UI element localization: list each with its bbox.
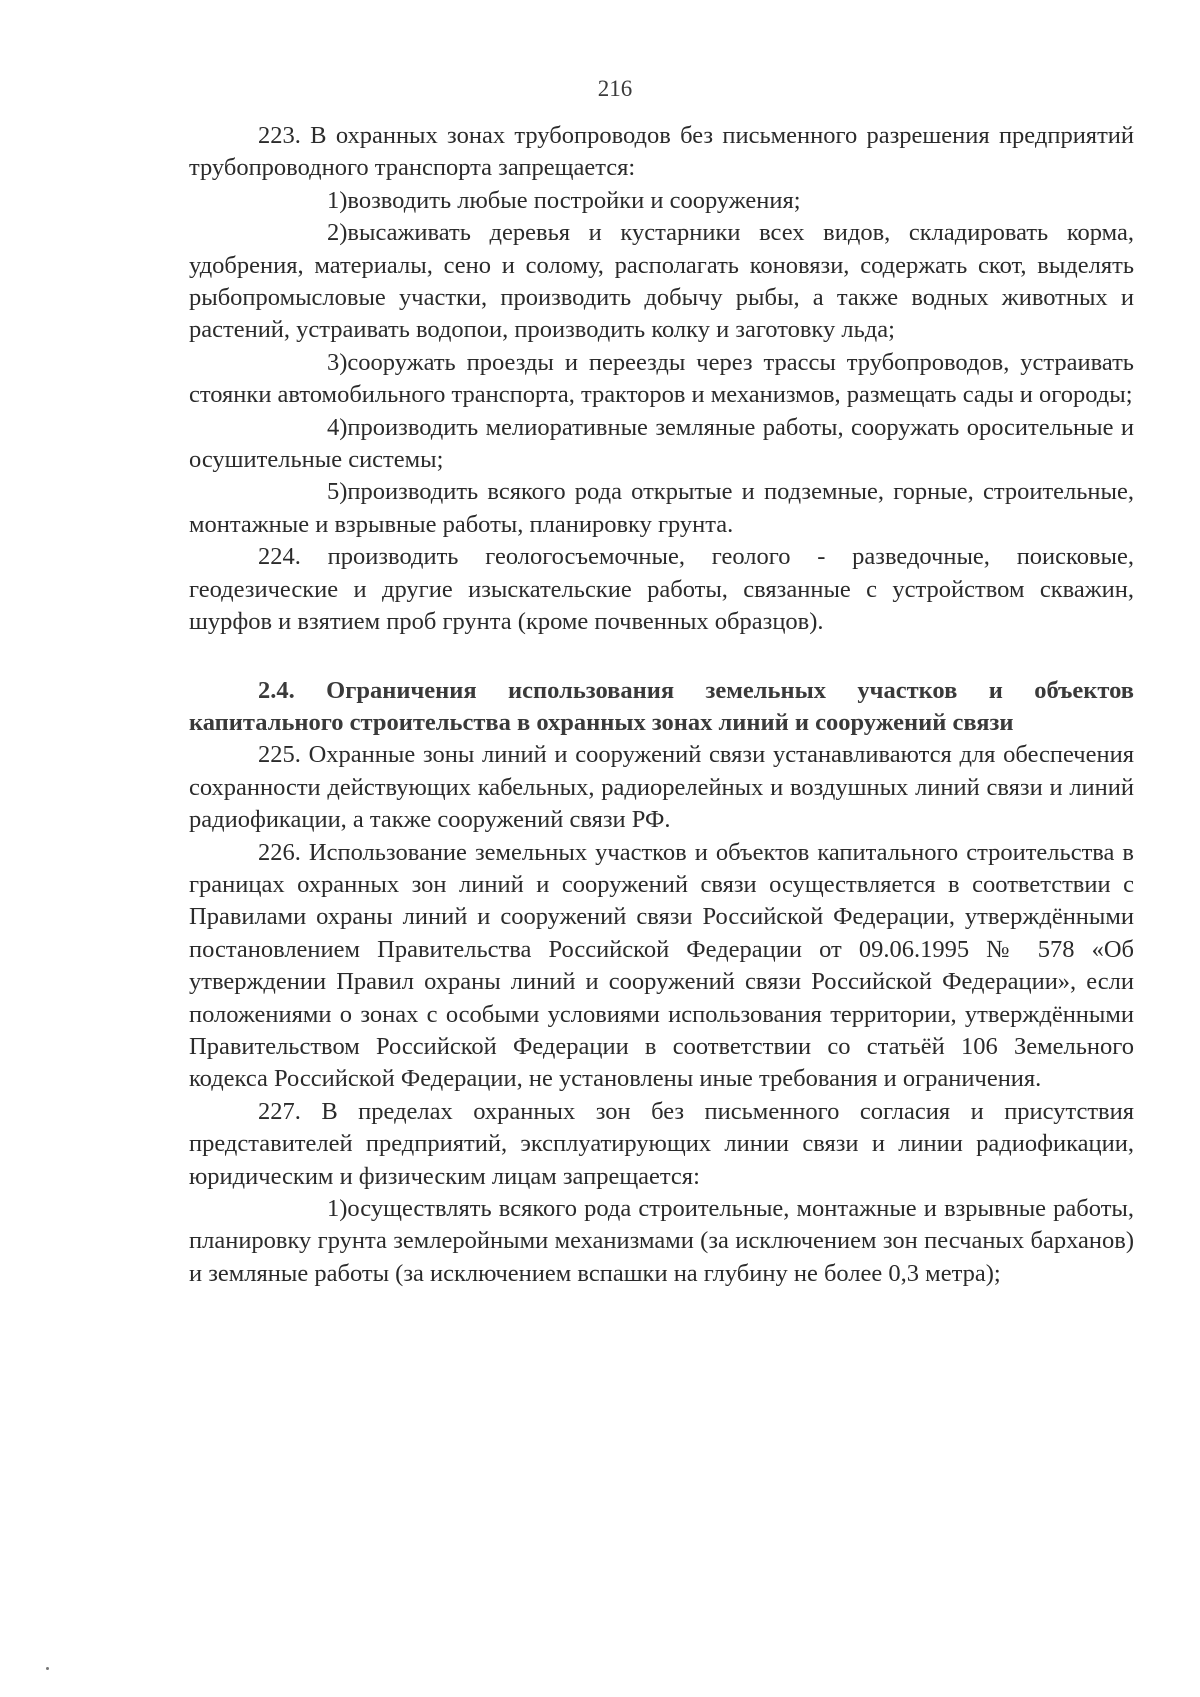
list-item-text: высаживать деревья и кустарники всех видов, складировать корма, удобрения, материалы, сено и солому, располагать коновязи, содержать скот, выделять рыбопромысловые участки, производить добычу рыбы, а также водных животных и растений, устраивать водопои, производить колку и заготовку льда;	[189, 219, 1134, 344]
list-item-number: 4)	[327, 413, 348, 441]
list-item-text: производить мелиоративные земляные работы, сооружать оросительные и осушительные системы;	[189, 413, 1134, 474]
list-item	[189, 347, 1134, 412]
list-item-text: производить всякого рода открытые и подземные, горные, строительные, монтажные и взрывные работы, планировку грунта.	[189, 478, 1134, 538]
paragraph-226: 226. Использование земельных участков и объектов капитального строительства в границах охранных зон линий и сооружений связи осуществляется в соответствии с Правилами охраны линий и сооружений связи Российской Федерации, утверждёнными постановлением Правительства Российской Федерации от 09.06.1995 № 578 «Об утверждении Правил охраны линий и сооружений связи Российской Федерации», если положениями о зонах с особыми условиями использования территории, утверждёнными Правительством Российской Федерации в соответствии со статьёй 106 Земельного кодекса Российской Федерации, не установлены иные требования и ограничения.	[189, 838, 1134, 1093]
page-number: 216	[597, 76, 633, 101]
list-item-number: 5)	[327, 478, 348, 506]
list-item-number: 3)	[327, 348, 348, 376]
paragraph-224: 224. производить геологосъемочные, геолого - разведочные, поисковые, геодезические и другие изыскательские работы, связанные с устройством скважин, шурфов и взятием проб грунта (кроме почвенных образцов).	[189, 543, 1134, 636]
list-item-text: осуществлять всякого рода строительные, монтажные и взрывные работы, планировку грунта землеройными механизмами (за исключением зон песчаных барханов) и земляные работы (за исключением вспашки на глубину не более 0,3 метра);	[189, 1195, 1134, 1287]
list-item	[189, 412, 1134, 477]
list-item-number: 1)	[327, 186, 348, 214]
list-item	[189, 217, 1134, 347]
list-item	[189, 185, 1134, 217]
paragraph-223: 223. В охранных зонах трубопроводов без письменного разрешения предприятий трубопроводного транспорта запрещается:	[189, 122, 1134, 182]
list-item-number: 2)	[327, 219, 348, 247]
paragraph-225: 225. Охранные зоны линий и сооружений связи устанавливаются для обеспечения сохранности действующих кабельных, радиорелейных и воздушных линий связи и линий радиофикации, а также сооружений связи РФ.	[189, 741, 1134, 834]
section-heading-2-4: 2.4. Ограничения использования земельных участков и объектов капитального строительства в охранных зонах линий и сооружений связи	[189, 676, 1134, 736]
list-item-number: 1)	[327, 1195, 348, 1222]
list-item	[189, 476, 1134, 541]
scan-speck	[46, 1667, 49, 1670]
list-item-text: возводить любые постройки и сооружения;	[347, 186, 801, 214]
list-item-text: сооружать проезды и переезды через трассы трубопроводов, устраивать стоянки автомобильного транспорта, тракторов и механизмов, размещать сады и огороды;	[189, 348, 1134, 409]
list-item	[189, 1193, 1134, 1290]
document-body	[189, 120, 1134, 1290]
paragraph-227: 227. В пределах охранных зон без письменного согласия и присутствия представителей предприятий, эксплуатирующих линии связи и линии радиофикации, юридическим и физическим лицам запрещается:	[189, 1097, 1134, 1190]
